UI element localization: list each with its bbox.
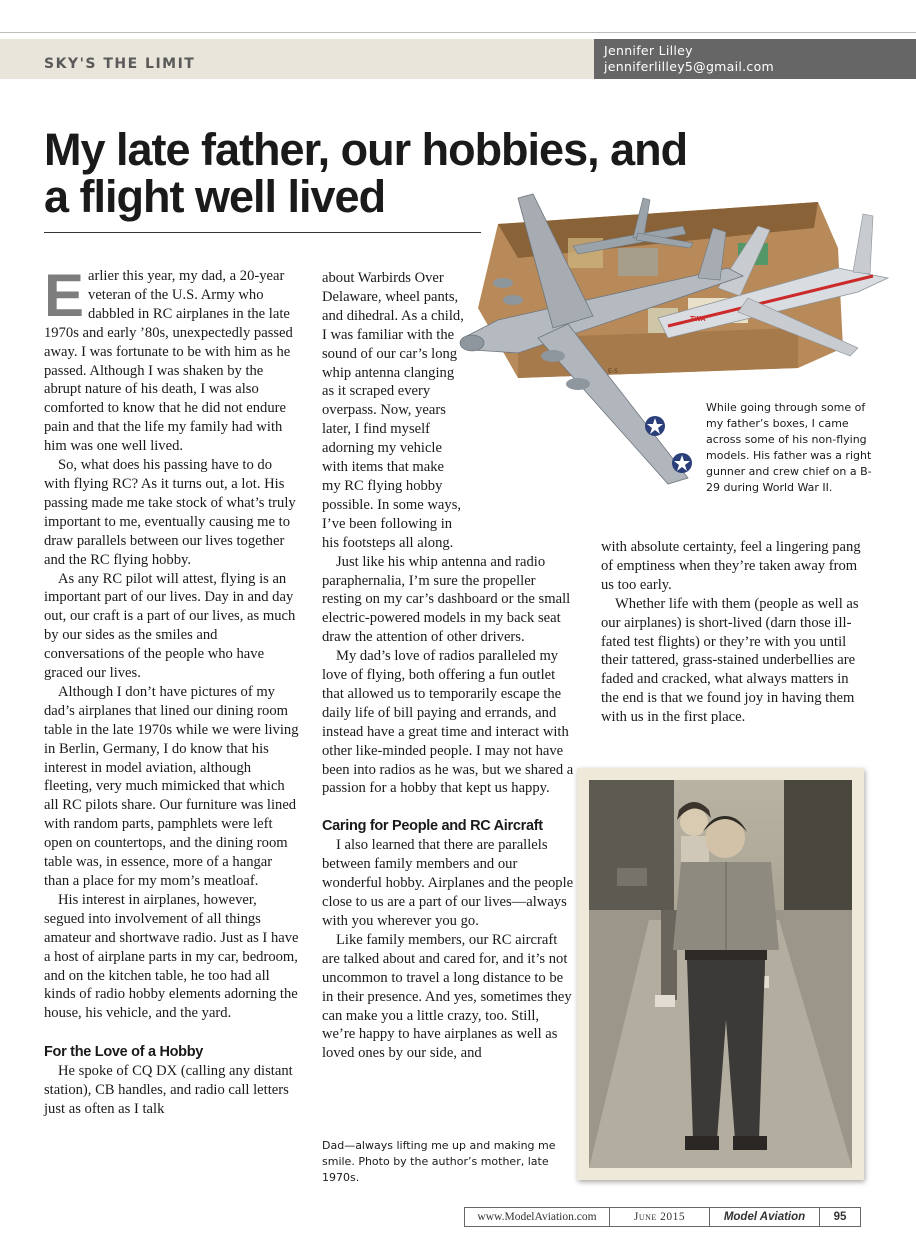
paragraph: As any RC pilot will attest, flying is an important part of our lives. Day in and day out, our craft is a part of our lives, as much by our sides as the smiles and conversations of the people who have graced our lives. xyxy=(44,570,296,682)
photo-caption: Dad—always lifting me up and making me smile. Photo by the author’s mother, late 1970s. xyxy=(322,1139,556,1184)
father-daughter-photo xyxy=(589,780,852,1168)
paragraph: He spoke of CQ DX (calling any distant station), CB handles, and radio call letters just as often as I talk xyxy=(44,1063,293,1118)
svg-text:TWA: TWA xyxy=(690,316,706,323)
subheading: For the Love of a Hobby xyxy=(44,1044,204,1061)
page-footer xyxy=(464,1207,861,1227)
paragraph: Although I don’t have pictures of my dad’s airplanes that lined our dining room table in the late 1970s while we were living in Berlin, Germany, I do know that his interest in model aviation, although fleeting, very much mimicked that which all RC pilots share. Our furniture was lined with random parts, pamphlets were left open on countertops, and the dining room table was, in essence, more of a hangar than a place for my mom’s meatloaf. xyxy=(44,683,299,889)
headline-line-2: a flight well lived xyxy=(44,171,386,222)
paragraph: about Warbirds Over Delaware, wheel pants, and dihedral. As a child, I was familiar with the sound of our car’s long whip antenna clanging as it scraped every overpass. Now, years later, I find myself adorning my vehicle with items that make my RC flying hobby possible. In some ways, I’ve been following in his footsteps all along. xyxy=(322,270,464,551)
footer-magazine: Model Aviation xyxy=(710,1208,820,1226)
author-byline xyxy=(604,43,774,75)
page-number: 95 xyxy=(833,1211,847,1223)
footer-url[interactable]: www.ModelAviation.com xyxy=(465,1208,610,1226)
paragraph: with absolute certainty, feel a lingering pang of emptiness when they’re taken away from us too early. xyxy=(601,539,861,593)
author-name: Jennifer Lilley xyxy=(604,43,693,58)
paragraph: Whether life with them (people as well as our airplanes) is short-lived (darn those ill-fated test flights) or they’re with you until their tattered, grass-stained underbellies are faded and cracked, what always matters in the end is that we found joy in having them with us in the first place. xyxy=(601,595,859,726)
article-column-3 xyxy=(601,538,863,727)
paragraph: Like family members, our RC aircraft are talked about and cared for, and it’s not uncommon to travel a long distance to be in their presence. And yes, sometimes they can make you a little crazy, too. Still, we’re happy to have airplanes as well as loved ones by our side, and xyxy=(322,931,572,1062)
paragraph: arlier this year, my dad, a 20-year veteran of the U.S. Army who dabbled in RC airplanes in the late 1970s and early ’80s, unexpectedly passed away. I was fortunate to be with him as he passed. Although I was shaken by the abrupt nature of his death, I was also comforted to know that he did not endure pain and that the life my family had with him was one well lived. xyxy=(44,268,293,455)
section-label: SKY'S THE LIMIT xyxy=(44,56,196,72)
paragraph: Just like his whip antenna and radio paraphernalia, I’m sure the propeller resting on my car’s dashboard or the small electric-powered models in my back seat draw the attention of other drivers. xyxy=(322,553,571,646)
headline-rule xyxy=(44,232,481,233)
paragraph: My dad’s love of radios paralleled my love of flying, both offering a fun outlet that allowed us to temporarily escape the daily life of bill paying and errands, and instead have a great time and interact with other like-minded people. I may not have been into radios as he was, but we shared a passion for a hobby that kept us happy. xyxy=(322,648,574,797)
paragraph: His interest in airplanes, however, segued into involvement of all things amateur and shortwave radio. Just as I have a host of airplane parts in my car, bedroom, and on the kitchen table, he too had all kinds of radio hobby elements adorning the house, his vehicle, and the yard. xyxy=(44,891,299,1022)
top-rule xyxy=(0,32,916,33)
drop-cap: E xyxy=(44,262,85,329)
headline-line-1: My late father, our hobbies, and xyxy=(44,124,688,175)
svg-text:E-S: E-S xyxy=(608,368,618,375)
footer-date: June 2015 xyxy=(610,1208,710,1226)
article-column-1 xyxy=(44,262,300,1119)
paragraph: I also learned that there are parallels between family members and our wonderful hobby. Airplanes and the people close to us are a part of our lives—always with you wherever you go. xyxy=(322,837,574,929)
photo-caption: While going through some of my father’s boxes, I came across some of his non-flying models. His father was a right gunner and crew chief on a B-29 during World War II. xyxy=(706,401,872,494)
author-email[interactable]: jenniferlilley5@gmail.com xyxy=(604,59,775,74)
subheading: Caring for People and RC Aircraft xyxy=(322,818,543,835)
paragraph: So, what does his passing have to do with flying RC? As it turns out, a lot. His passing made me take stock of what’s truly important to me, eventually causing me to draw parallels between our lives together and the RC flying hobby. xyxy=(44,457,296,568)
